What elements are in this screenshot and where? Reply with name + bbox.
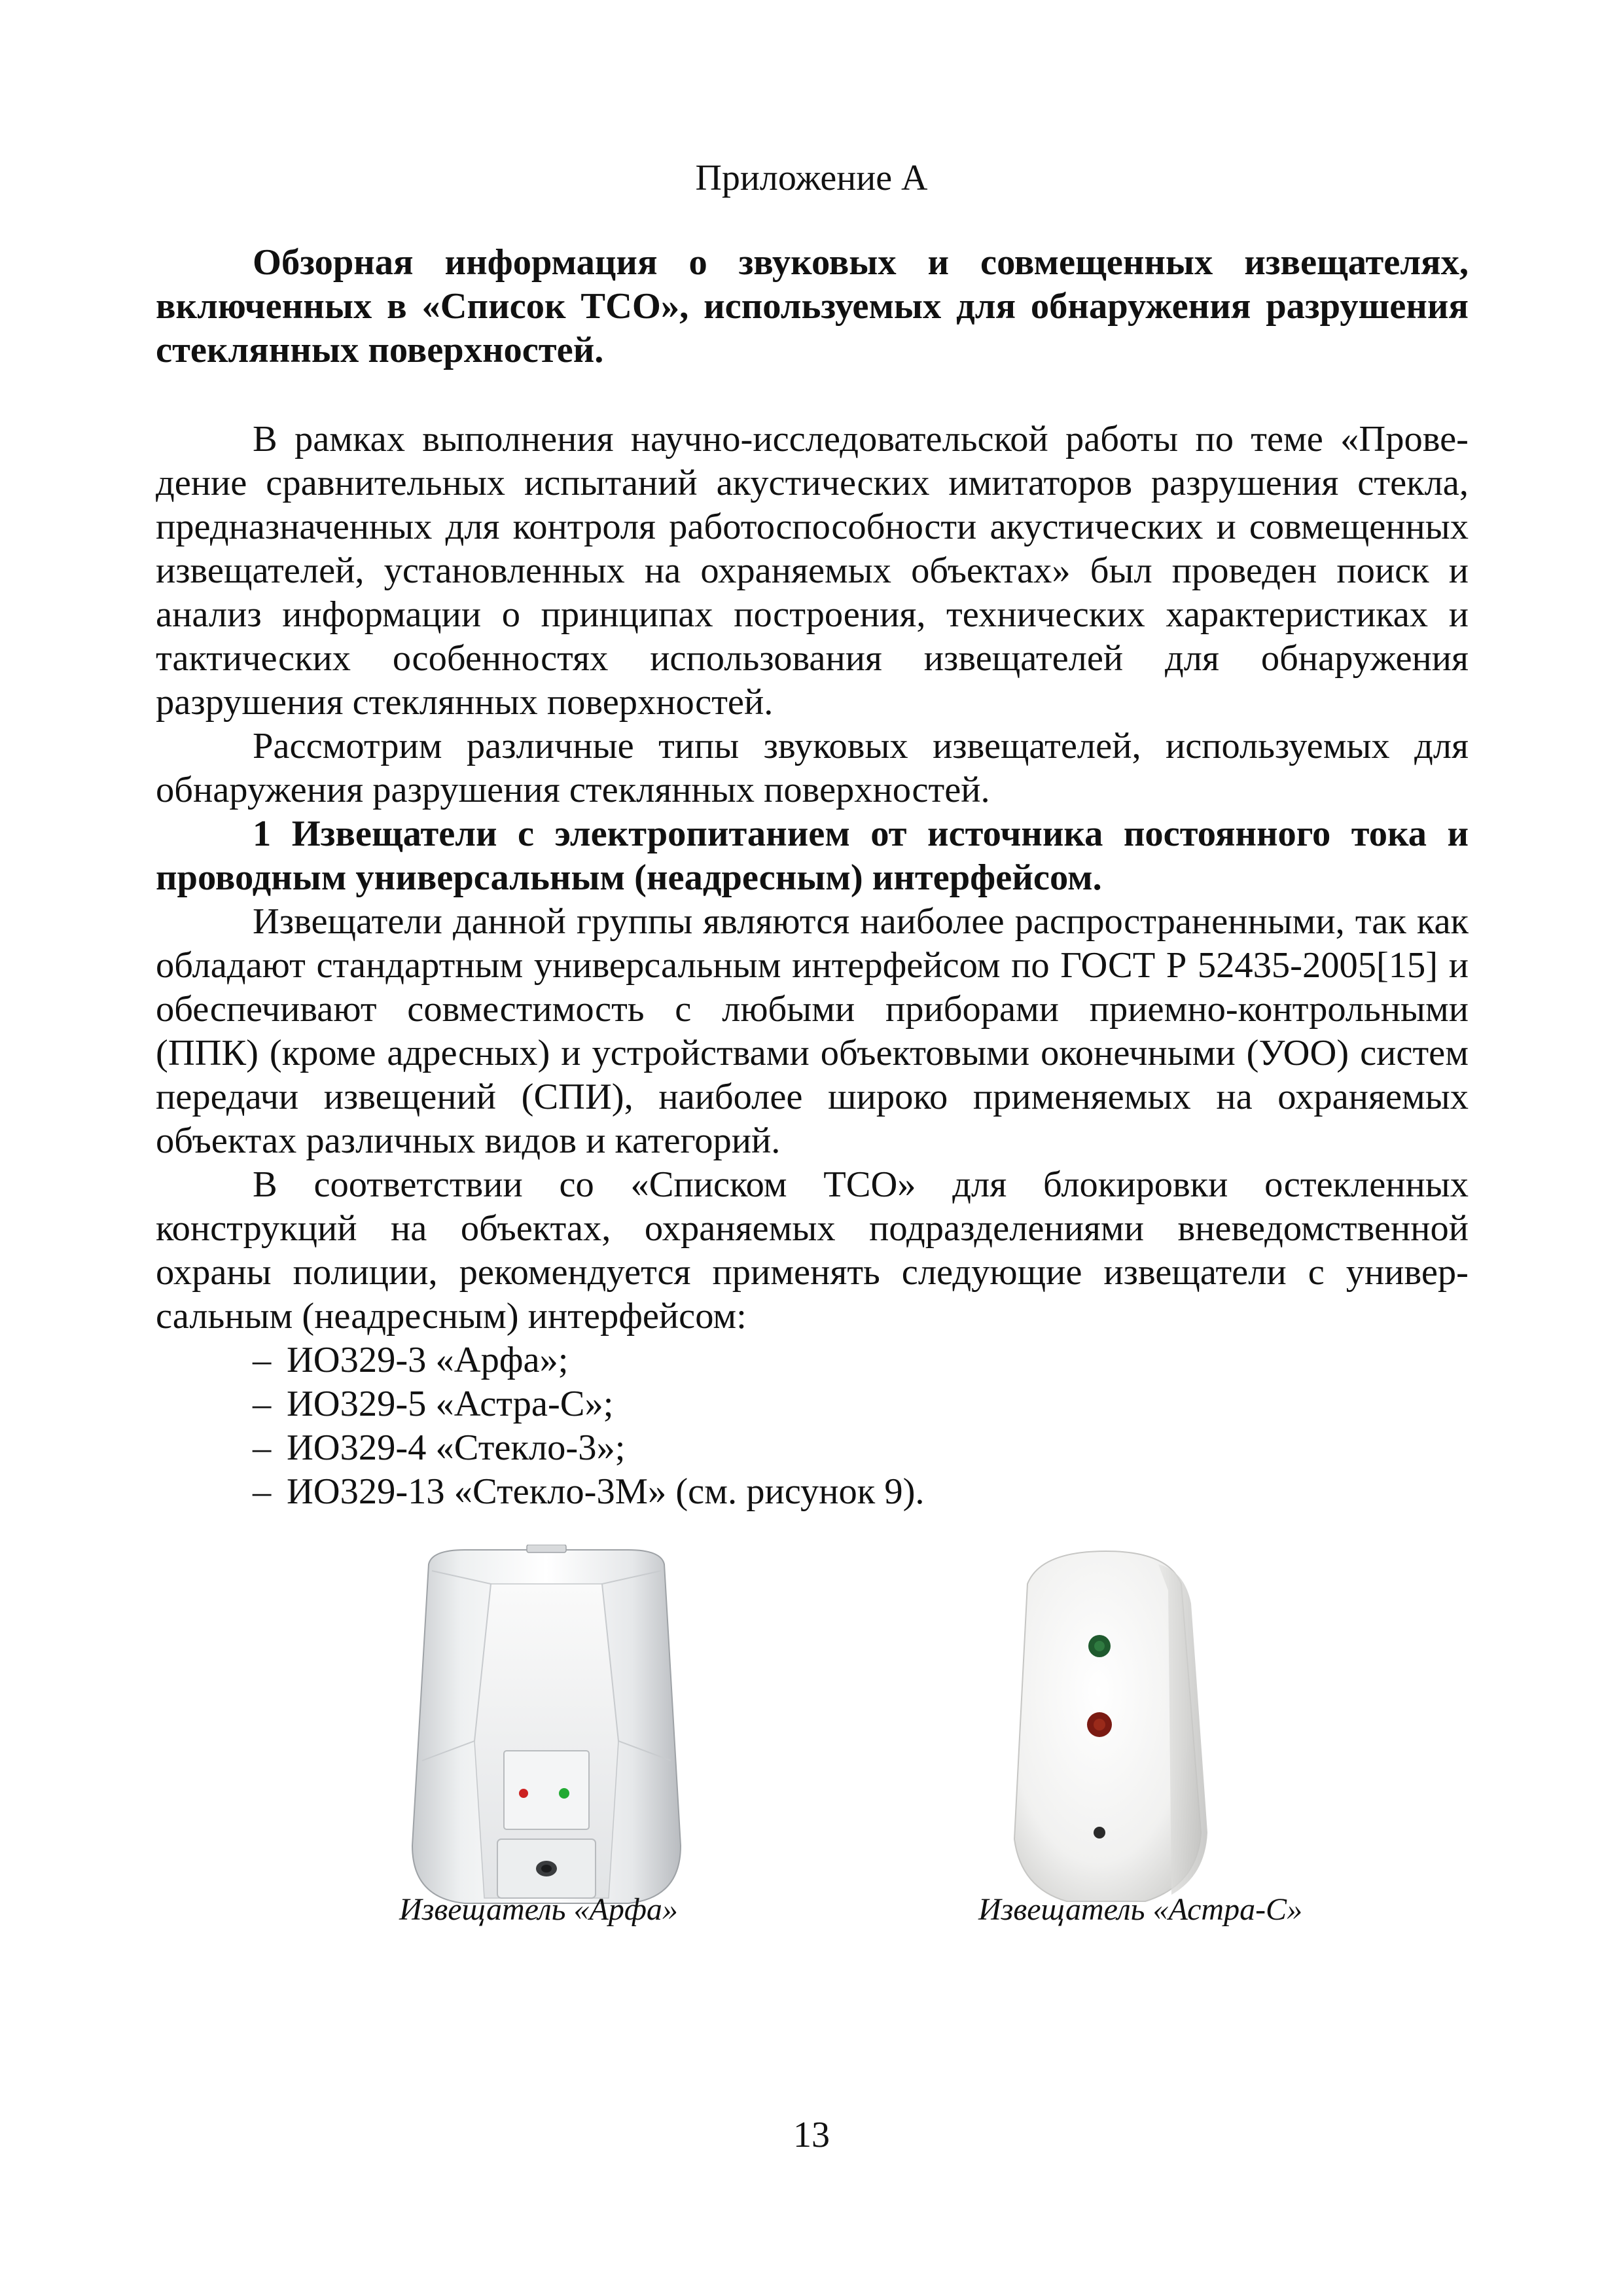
astra-s-detector-image: [1001, 1545, 1211, 1911]
detector-list: [156, 1338, 1469, 1514]
list-item: [156, 1470, 1469, 1514]
paragraph-intro: В рамках выполнения научно-исследовательской работы по теме «Проведение сравнительных испытаний акустических имитаторов разрушения стекла, предназначенных для контроля работоспособности акустических и совмещенных извещателей, установленных на охраняемых объектах» был проведен поиск и анализ информации о принципах построения, технических характеристиках и тактических особенностях использования извещателей для обнаружения разрушения стеклянных поверхностей.: [156, 419, 1469, 723]
list-dash: –: [253, 1384, 272, 1424]
section-heading: Обзорная информация о звуковых и совмещенных извещателях, включенных в «Список ТСО», используемых для обнаружения разрушения стеклянных поверхностей.: [156, 242, 1469, 370]
paragraph-recommendation: В соответствии со «Списком ТСО» для блокировки остекленных конструкций на объектах, охраняемых подразделениями вневедомственной охраны полиции, рекомендуется применять следующие извещатели с универсальным (неадресным) интерфейсом:: [156, 1164, 1469, 1336]
list-dash: –: [253, 1427, 272, 1468]
list-dash: –: [253, 1471, 272, 1512]
body-text: [156, 418, 1469, 1514]
list-item: [156, 1426, 1469, 1470]
appendix-title: Приложение А: [695, 158, 928, 198]
arfa-caption: Извещатель «Арфа»: [399, 1892, 678, 1927]
arfa-detector-image: [393, 1545, 700, 1911]
list-item-text: ИО329-4 «Стекло-3»;: [287, 1427, 626, 1468]
list-dash: –: [253, 1340, 272, 1380]
list-item-text: ИО329-13 «Стекло-3М» (см. рисунок 9).: [287, 1471, 925, 1512]
subsection-heading: 1 Извещатели с электропитанием от источника постоянного тока и проводным универсальным (неадресным) интерфейсом.: [156, 814, 1469, 898]
page-number: 13: [793, 2115, 830, 2155]
list-item: [156, 1338, 1469, 1382]
paragraph-types: Рассмотрим различные типы звуковых извещателей, используемых для обнаружения разрушения стеклянных поверхностей.: [156, 726, 1469, 810]
paragraph-group-description: Извещатели данной группы являются наиболее распространенными, так как обладают стандартным универсальным интерфейсом по ГОСТ Р 52435-2005[15] и обеспечивают совместимость с любыми приборами приемно-контрольными (ППК) (кроме адресных) и устройствами объектовыми оконечными (УОО) систем передачи извещений (СПИ), наиболее широко применяемых на охраняемых объектах различных видов и категорий.: [156, 901, 1469, 1161]
list-item-text: ИО329-3 «Арфа»;: [287, 1340, 569, 1380]
astra-s-caption: Извещатель «Астра-С»: [978, 1892, 1303, 1927]
list-item: [156, 1382, 1469, 1426]
list-item-text: ИО329-5 «Астра-С»;: [287, 1384, 614, 1424]
